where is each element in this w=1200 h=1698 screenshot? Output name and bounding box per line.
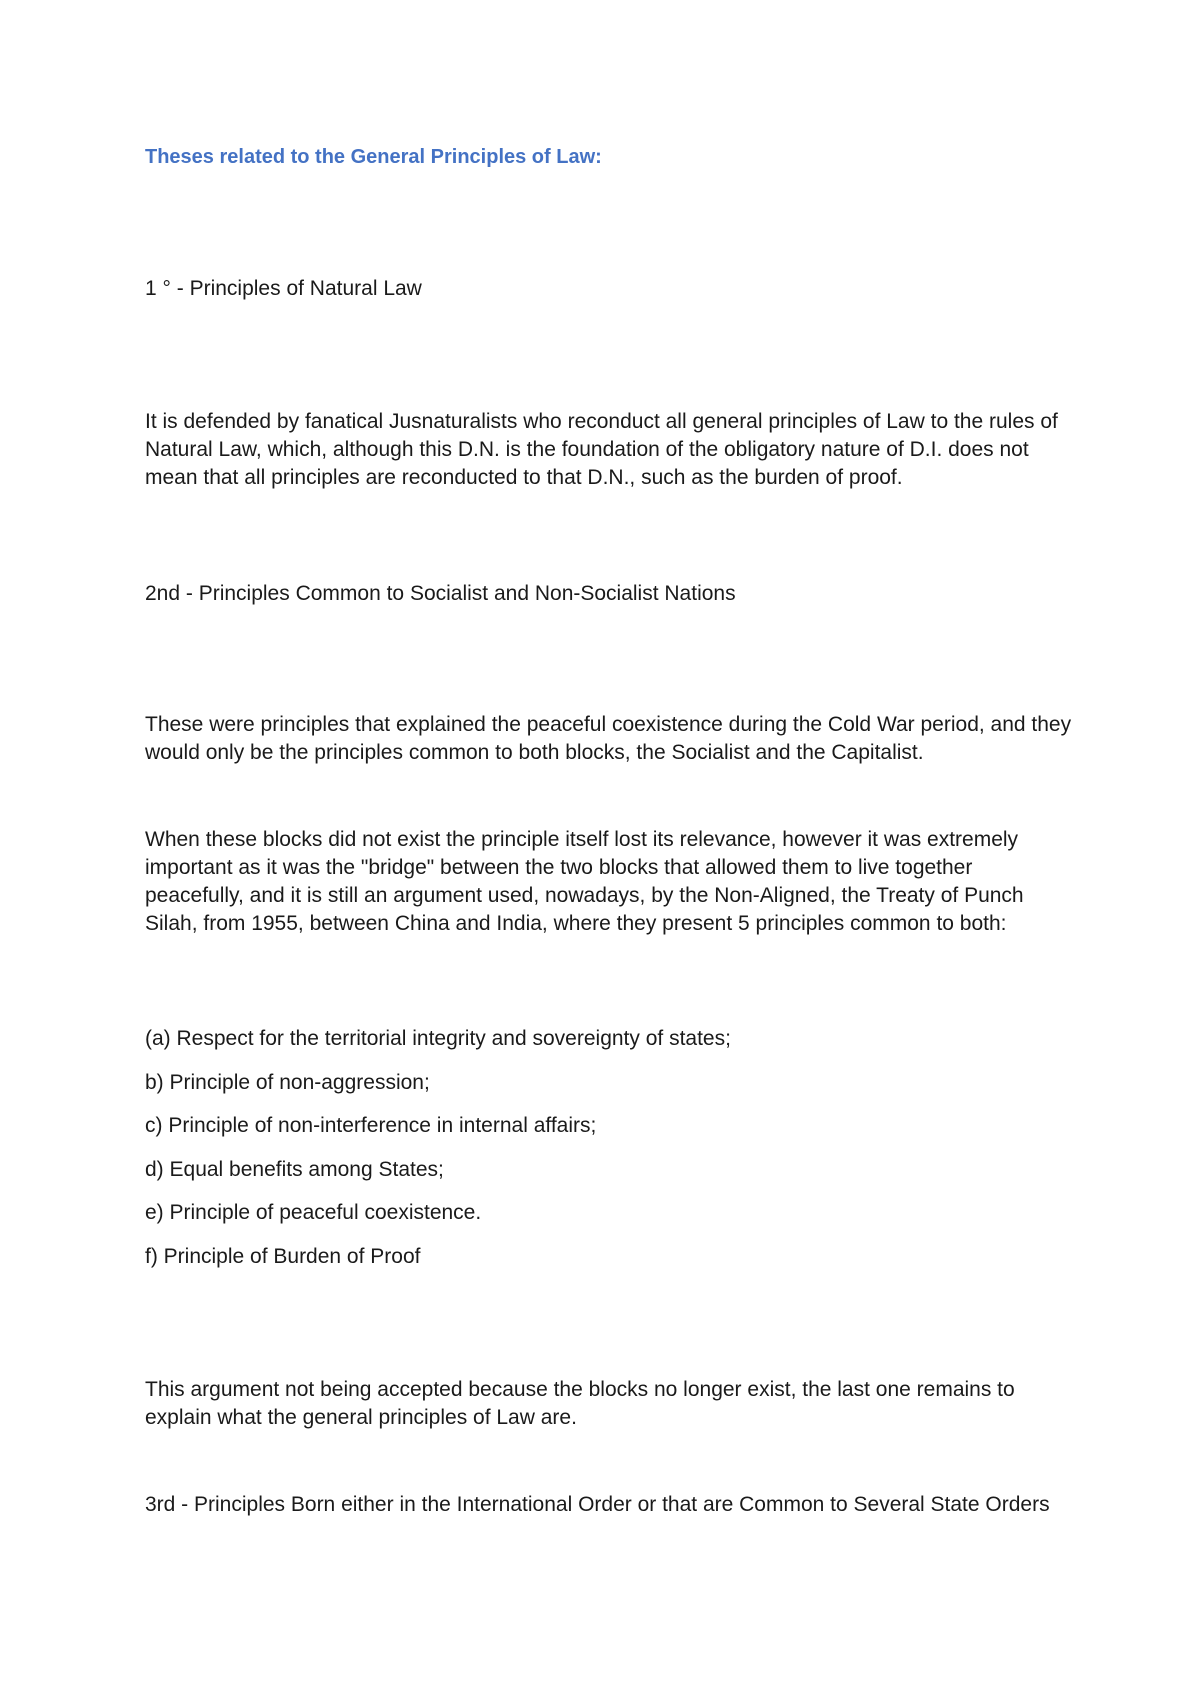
list-item: d) Equal benefits among States; [145,1158,444,1181]
paragraph-argument: This argument not being accepted because the blocks no longer exist, the last one remains to explain what the general principles of Law are. [145,1378,1015,1429]
section-heading-3: 3rd - Principles Born either in the International Order or that are Common to Several State Orders [145,1493,1050,1516]
list-item: c) Principle of non-interference in internal affairs; [145,1114,597,1137]
list-item: b) Principle of non-aggression; [145,1071,430,1094]
list-item: e) Principle of peaceful coexistence. [145,1201,482,1224]
list-item: (a) Respect for the territorial integrity and sovereignty of states; [145,1027,731,1050]
paragraph-natural-law: It is defended by fanatical Jusnaturalists who reconduct all general principles of Law to the rules of Natural Law, which, although this D.N. is the foundation of the obligatory nature of D.I. does not mean that all principles are reconducted to that D.N., such as the burden of proof. [145,410,1058,489]
paragraph-cold-war: These were principles that explained the peaceful coexistence during the Cold War period, and they would only be the principles common to both blocks, the Socialist and the Capitalist. [145,713,1072,764]
list-item: f) Principle of Burden of Proof [145,1245,421,1268]
section-heading-1: 1 ° - Principles of Natural Law [145,277,422,300]
section-heading-2: 2nd - Principles Common to Socialist and Non-Socialist Nations [145,582,736,605]
document-title: Theses related to the General Principles of Law: [145,146,602,168]
paragraph-blocks: When these blocks did not exist the principle itself lost its relevance, however it was extremely important as it was the "bridge" between the two blocks that allowed them to live together peacefully, and it is still an argument used, nowadays, by the Non-Aligned, the Treaty of Punch Silah, from 1955, between China and India, where they present 5 principles common to both: [145,828,1024,935]
